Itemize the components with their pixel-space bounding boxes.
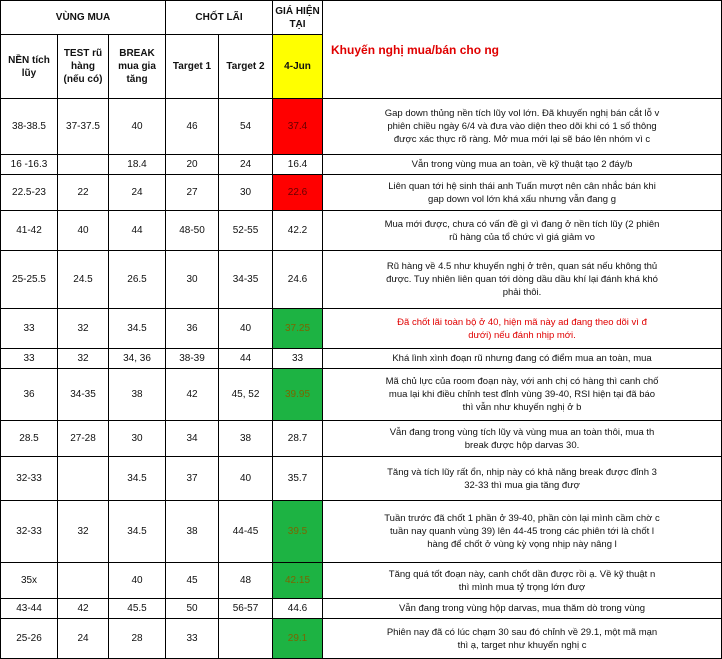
header-khuyen-nghi: Khuyến nghị mua/bán cho ng xyxy=(323,1,722,99)
cell-target1: 30 xyxy=(166,251,219,309)
cell-target1: 34 xyxy=(166,421,219,457)
cell-nen-tich-luy: 25-25.5 xyxy=(1,251,58,309)
cell-recommendation xyxy=(323,457,722,501)
cell-nen-tich-luy: 36 xyxy=(1,369,58,421)
cell-target2: 56-57 xyxy=(219,599,273,619)
cell-test-ru-hang xyxy=(58,457,109,501)
table-row xyxy=(1,211,722,251)
cell-target2: 38 xyxy=(219,421,273,457)
recommendation-line: Vẫn trong vùng mua an toàn, về kỹ thuật tạo 2 đáy/b xyxy=(411,159,633,170)
cell-current-price: 44.6 xyxy=(273,599,323,619)
cell-target1: 20 xyxy=(166,155,219,175)
cell-break: 24 xyxy=(109,175,166,211)
cell-test-ru-hang: 37-37.5 xyxy=(58,99,109,155)
cell-recommendation xyxy=(323,175,722,211)
header-vung-mua: VÙNG MUA xyxy=(1,1,166,35)
recommendation-line: dưới) nếu đánh nhịp mới. xyxy=(468,329,576,341)
cell-target2: 54 xyxy=(219,99,273,155)
recommendation-line: Mua mới được, chưa có vấn đề gì vì đang ở nền tích lũy (2 phiên xyxy=(384,218,660,230)
cell-target1: 45 xyxy=(166,563,219,599)
recommendation-line: Rũ hàng về 4.5 như khuyến nghị ở trên, quan sát nếu không thủ xyxy=(386,261,658,272)
recommendation-line: tuần nay quanh vùng 39) lên 44-45 trong các phiên tới là chốt l xyxy=(390,526,654,537)
cell-target1: 36 xyxy=(166,309,219,349)
cell-nen-tich-luy: 22.5-23 xyxy=(1,175,58,211)
cell-recommendation xyxy=(323,251,722,309)
cell-test-ru-hang: 42 xyxy=(58,599,109,619)
table-row xyxy=(1,349,722,369)
cell-current-price: 28.7 xyxy=(273,421,323,457)
cell-break: 45.5 xyxy=(109,599,166,619)
recommendation-line: gap down vol lớn khá xấu nhưng vẫn đang g xyxy=(428,193,616,205)
header-chot-lai: CHỐT LÃI xyxy=(166,1,273,35)
cell-break: 18.4 xyxy=(109,155,166,175)
recommendation-line: Tăng quá tốt đoạn này, canh chốt dần được rồi ạ. Về kỹ thuật n xyxy=(388,568,656,580)
cell-current-price: 16.4 xyxy=(273,155,323,175)
cell-recommendation xyxy=(323,501,722,563)
cell-break: 34.5 xyxy=(109,501,166,563)
cell-target2: 24 xyxy=(219,155,273,175)
table-row xyxy=(1,619,722,659)
cell-recommendation xyxy=(323,155,722,175)
cell-target2: 34-35 xyxy=(219,251,273,309)
cell-break: 38 xyxy=(109,369,166,421)
cell-test-ru-hang: 24.5 xyxy=(58,251,109,309)
header-target1: Target 1 xyxy=(166,35,219,99)
cell-current-price: 42.15 xyxy=(273,563,323,599)
recommendation-line: Mã chủ lực của room đoạn này, với anh chị có hàng thì canh chố xyxy=(385,376,659,387)
cell-test-ru-hang: 27-28 xyxy=(58,421,109,457)
table-row xyxy=(1,457,722,501)
recommendation-line: thì vẫn như khuyến nghị ở b xyxy=(462,402,582,413)
cell-current-price: 29.1 xyxy=(273,619,323,659)
table-row xyxy=(1,563,722,599)
cell-break: 34, 36 xyxy=(109,349,166,369)
recommendation-line: phiên chiều ngày 6/4 và đưa vào diện theo dõi khi có 1 số thông xyxy=(387,121,657,132)
cell-target1: 48-50 xyxy=(166,211,219,251)
cell-target1: 37 xyxy=(166,457,219,501)
cell-test-ru-hang xyxy=(58,155,109,175)
cell-nen-tich-luy: 41-42 xyxy=(1,211,58,251)
cell-current-price: 24.6 xyxy=(273,251,323,309)
cell-nen-tich-luy: 32-33 xyxy=(1,501,58,563)
header-target2: Target 2 xyxy=(219,35,273,99)
cell-nen-tich-luy: 16 -16.3 xyxy=(1,155,58,175)
cell-target1: 46 xyxy=(166,99,219,155)
recommendation-line: được. Tuy nhiên liên quan tới dòng dầu dầu khí lại đánh khá khó xyxy=(386,274,658,285)
header-test-ru-hang: TEST rũ hàng (nếu có) xyxy=(58,35,109,99)
cell-target1: 33 xyxy=(166,619,219,659)
recommendation-line: Liên quan tới hệ sinh thái anh Tuấn mượt nên cân nhắc bán khi xyxy=(388,180,656,192)
cell-break: 40 xyxy=(109,99,166,155)
cell-recommendation xyxy=(323,369,722,421)
cell-target2: 44 xyxy=(219,349,273,369)
header-nen-tich-luy: NỀN tích lũy xyxy=(1,35,58,99)
cell-nen-tich-luy: 35x xyxy=(1,563,58,599)
table-row xyxy=(1,251,722,309)
cell-nen-tich-luy: 32-33 xyxy=(1,457,58,501)
recommendation-line: phải thôi. xyxy=(502,287,542,298)
header-gia-hien-tai: GIÁ HIỆN TẠI xyxy=(273,1,323,35)
recommendation-line: Phiên nay đã có lúc chạm 30 sau đó chỉnh về 29.1, một mã mạn xyxy=(386,626,658,638)
cell-test-ru-hang: 32 xyxy=(58,349,109,369)
recommendation-line: hàng để chốt ở vùng kỳ vọng nhịp này nâng l xyxy=(427,539,617,550)
cell-target2: 44-45 xyxy=(219,501,273,563)
recommendation-line: break được hộp darvas 30. xyxy=(464,439,580,451)
cell-break: 44 xyxy=(109,211,166,251)
table-row xyxy=(1,421,722,457)
table-row xyxy=(1,501,722,563)
cell-break: 34.5 xyxy=(109,309,166,349)
cell-test-ru-hang: 34-35 xyxy=(58,369,109,421)
cell-recommendation xyxy=(323,599,722,619)
cell-break: 34.5 xyxy=(109,457,166,501)
recommendation-line: Tăng và tích lũy rất ổn, nhịp này có khả năng break được đỉnh 3 xyxy=(387,466,657,478)
table-row xyxy=(1,99,722,155)
cell-target2: 30 xyxy=(219,175,273,211)
cell-break: 26.5 xyxy=(109,251,166,309)
cell-target1: 38-39 xyxy=(166,349,219,369)
cell-current-price: 37.25 xyxy=(273,309,323,349)
cell-target2: 40 xyxy=(219,457,273,501)
cell-recommendation xyxy=(323,421,722,457)
cell-nen-tich-luy: 25-26 xyxy=(1,619,58,659)
cell-target2: 52-55 xyxy=(219,211,273,251)
recommendation-line: Vẫn đang trong vùng hộp darvas, mua thăm dò trong vùng xyxy=(398,603,646,614)
cell-target1: 42 xyxy=(166,369,219,421)
cell-test-ru-hang: 32 xyxy=(58,309,109,349)
table-row xyxy=(1,155,722,175)
cell-break: 28 xyxy=(109,619,166,659)
cell-test-ru-hang: 22 xyxy=(58,175,109,211)
cell-target1: 27 xyxy=(166,175,219,211)
cell-target2: 48 xyxy=(219,563,273,599)
cell-nen-tich-luy: 28.5 xyxy=(1,421,58,457)
cell-break: 40 xyxy=(109,563,166,599)
recommendation-line: rũ hàng của tổ chức vì giá giảm vo xyxy=(449,231,595,243)
cell-current-price: 42.2 xyxy=(273,211,323,251)
cell-recommendation xyxy=(323,563,722,599)
table-row xyxy=(1,599,722,619)
cell-recommendation xyxy=(323,211,722,251)
header-date: 4-Jun xyxy=(273,35,323,99)
table-row xyxy=(1,309,722,349)
cell-test-ru-hang: 40 xyxy=(58,211,109,251)
cell-nen-tich-luy: 43-44 xyxy=(1,599,58,619)
cell-current-price: 37.4 xyxy=(273,99,323,155)
header-break: BREAK mua gia tăng xyxy=(109,35,166,99)
cell-nen-tich-luy: 38-38.5 xyxy=(1,99,58,155)
recommendation-line: Khá lình xình đoạn rũ nhưng đang có điểm mua an toàn, mua xyxy=(392,353,652,364)
cell-test-ru-hang xyxy=(58,563,109,599)
recommendation-line: Tuần trước đã chốt 1 phần ở 39-40, phần còn lại mình cầm chờ c xyxy=(384,513,660,524)
recommendation-line: Gap down thủng nền tích lũy vol lớn. Đã khuyến nghị bán cắt lỗ v xyxy=(384,108,660,119)
cell-target2 xyxy=(219,619,273,659)
cell-current-price: 22.6 xyxy=(273,175,323,211)
cell-nen-tich-luy: 33 xyxy=(1,309,58,349)
cell-current-price: 39.95 xyxy=(273,369,323,421)
cell-test-ru-hang: 32 xyxy=(58,501,109,563)
cell-recommendation xyxy=(323,619,722,659)
recommendation-line: mua lại khi điều chỉnh test đỉnh vùng 39-40, RSI hiện tại đã báo xyxy=(388,389,656,400)
recommendation-line: được xác thực rõ ràng. Mở mua mới lại sẽ báo lên nhóm vì c xyxy=(393,134,651,145)
cell-recommendation xyxy=(323,99,722,155)
cell-target2: 40 xyxy=(219,309,273,349)
recommendation-line: thì mình mua tỷ trọng lớn đượ xyxy=(458,581,586,593)
cell-test-ru-hang: 24 xyxy=(58,619,109,659)
cell-target1: 38 xyxy=(166,501,219,563)
cell-recommendation xyxy=(323,349,722,369)
table-row xyxy=(1,175,722,211)
recommendation-line: Đã chốt lãi toàn bộ ở 40, hiện mã này ad đang theo dõi vì đ xyxy=(397,316,647,328)
recommendation-line: Vẫn đang trong vùng tích lũy và vùng mua an toàn thôi, mua th xyxy=(389,426,655,438)
cell-current-price: 35.7 xyxy=(273,457,323,501)
cell-target1: 50 xyxy=(166,599,219,619)
recommendation-line: thì ạ, target như khuyến nghị c xyxy=(457,639,587,651)
cell-current-price: 39.5 xyxy=(273,501,323,563)
recommendation-line: 32-33 thì mua gia tăng đượ xyxy=(464,479,580,491)
cell-nen-tich-luy: 33 xyxy=(1,349,58,369)
table-row xyxy=(1,369,722,421)
cell-current-price: 33 xyxy=(273,349,323,369)
cell-recommendation xyxy=(323,309,722,349)
cell-target2: 45, 52 xyxy=(219,369,273,421)
cell-break: 30 xyxy=(109,421,166,457)
